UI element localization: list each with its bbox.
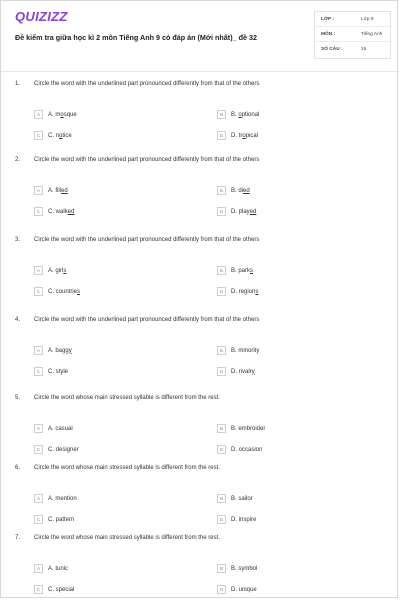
option-text: [231, 188, 250, 194]
option-text-prefix: B. di: [231, 187, 244, 194]
option-text: [48, 447, 79, 453]
answer-option-c[interactable]: [34, 131, 184, 141]
option-underlined-part: y: [68, 347, 72, 354]
option-text: [231, 209, 256, 215]
option-letter-badge: C: [34, 515, 43, 524]
option-letter-badge: A: [34, 346, 43, 355]
answer-option-c[interactable]: [34, 515, 184, 525]
option-letter-badge: C: [34, 207, 43, 216]
option-letter-badge: D: [217, 131, 226, 140]
option-text-prefix: B. embroider: [231, 425, 266, 432]
meta-info-box: [314, 11, 391, 59]
option-underlined-part: ed: [243, 187, 250, 194]
answer-option-c[interactable]: [34, 367, 184, 377]
question-text: Circle the word with the underlined part pronounced differently from that of the others: [34, 237, 260, 243]
option-underlined-part: s: [63, 267, 67, 274]
question-text: Circle the word whose main stressed syllable is different from the rest.: [34, 535, 220, 541]
answer-option-a[interactable]: [34, 186, 184, 196]
meta-row-subject: [315, 27, 392, 42]
option-letter-badge: B: [217, 110, 226, 119]
question-number: 4.: [15, 317, 21, 323]
option-text-suffix: ptional: [241, 111, 260, 118]
option-letter-badge: B: [217, 266, 226, 275]
option-text-prefix: C. designer: [48, 446, 79, 453]
option-letter-badge: C: [34, 367, 43, 376]
answer-option-d[interactable]: [217, 515, 367, 525]
option-text-prefix: D. rivalr: [231, 368, 252, 375]
answer-option-a[interactable]: [34, 110, 184, 120]
option-text: [48, 289, 80, 295]
question-number: 2.: [15, 157, 21, 163]
answer-option-c[interactable]: [34, 445, 184, 455]
answer-option-d[interactable]: [217, 131, 367, 141]
answer-option-a[interactable]: [34, 346, 184, 356]
option-text: [231, 426, 265, 432]
option-text-prefix: B. minority: [231, 347, 260, 354]
option-text-suffix: sque: [63, 111, 77, 118]
option-text-prefix: C. walk: [48, 208, 68, 215]
question-number: 5.: [15, 395, 21, 401]
option-underlined-part: s: [255, 288, 259, 295]
question-text: Circle the word with the underlined part pronounced differently from that of the others: [34, 157, 260, 163]
meta-label: SỐ CÂU :: [321, 47, 343, 52]
quizizz-logo: QUIZIZZ: [15, 9, 68, 24]
option-text: [48, 133, 72, 139]
option-letter-badge: B: [217, 564, 226, 573]
option-text: [231, 348, 259, 354]
option-underlined-part: s: [77, 288, 81, 295]
option-text: [48, 587, 74, 593]
question-text: Circle the word whose main stressed syllable is different from the rest.: [34, 395, 220, 401]
option-letter-badge: D: [217, 287, 226, 296]
answer-option-d[interactable]: [217, 287, 367, 297]
option-text-suffix: pical: [245, 132, 259, 139]
answer-option-b[interactable]: [217, 110, 367, 120]
option-letter-badge: A: [34, 494, 43, 503]
question-text: Circle the word with the underlined part pronounced differently from that of the others: [34, 317, 260, 323]
meta-row-class: [315, 12, 392, 27]
option-text: [231, 133, 258, 139]
question-number: 3.: [15, 237, 21, 243]
option-letter-badge: A: [34, 564, 43, 573]
option-letter-badge: B: [217, 494, 226, 503]
option-text: [231, 517, 256, 523]
option-letter-badge: A: [34, 266, 43, 275]
option-text-prefix: C. n: [48, 132, 60, 139]
worksheet-header: [1, 1, 399, 71]
option-letter-badge: C: [34, 445, 43, 454]
option-text-prefix: A. m: [48, 111, 61, 118]
option-letter-badge: D: [217, 585, 226, 594]
answer-option-b[interactable]: [217, 186, 367, 196]
answer-option-d[interactable]: [217, 367, 367, 377]
meta-value: 16: [361, 47, 367, 52]
option-text: [231, 369, 255, 375]
option-letter-badge: D: [217, 515, 226, 524]
option-text-prefix: A. tunic: [48, 565, 69, 572]
option-underlined-part: ed: [67, 208, 75, 215]
option-text-suffix: tice: [62, 132, 72, 139]
option-text-prefix: C. special: [48, 586, 75, 593]
option-text: [231, 566, 257, 572]
question-number: 7.: [15, 535, 21, 541]
option-text: [48, 209, 74, 215]
option-text: [48, 112, 77, 118]
option-text-prefix: D. region: [231, 288, 256, 295]
option-underlined-part: s: [250, 267, 254, 274]
answer-option-a[interactable]: [34, 424, 184, 434]
option-underlined-part: o: [238, 111, 242, 118]
meta-row-question-count: [315, 42, 392, 57]
question-text: Circle the word with the underlined part pronounced differently from that of the others: [34, 81, 260, 87]
option-text-prefix: D. occasion: [231, 446, 263, 453]
answer-option-b[interactable]: [217, 494, 367, 504]
option-letter-badge: C: [34, 287, 43, 296]
option-text: [48, 426, 73, 432]
option-underlined-part: o: [60, 111, 64, 118]
option-text-prefix: B.: [231, 111, 239, 118]
option-text: [48, 268, 66, 274]
option-letter-badge: D: [217, 207, 226, 216]
option-text-prefix: D. tr: [231, 132, 243, 139]
answer-option-d[interactable]: [217, 207, 367, 217]
option-text: [231, 268, 253, 274]
option-underlined-part: ed: [61, 187, 68, 194]
option-letter-badge: A: [34, 110, 43, 119]
option-text-prefix: B. sailor: [231, 495, 253, 502]
answer-option-d[interactable]: [217, 445, 367, 455]
option-text: [48, 188, 68, 194]
option-text-prefix: C. pattern: [48, 516, 75, 523]
option-letter-badge: A: [34, 186, 43, 195]
option-text: [48, 369, 68, 375]
option-text-prefix: C. style: [48, 368, 69, 375]
option-letter-badge: B: [217, 424, 226, 433]
answer-option-b[interactable]: [217, 564, 367, 574]
option-underlined-part: y: [251, 368, 255, 375]
option-text-prefix: A. mention: [48, 495, 77, 502]
option-letter-badge: B: [217, 186, 226, 195]
option-text: [48, 496, 77, 502]
option-text-prefix: A. bagg: [48, 347, 69, 354]
option-text-prefix: D. unique: [231, 586, 257, 593]
option-letter-badge: B: [217, 346, 226, 355]
option-text-prefix: A. girl: [48, 267, 64, 274]
question-number: 6.: [15, 465, 21, 471]
answer-option-a[interactable]: [34, 266, 184, 276]
meta-label: MÔN :: [321, 32, 336, 37]
option-underlined-part: o: [59, 132, 63, 139]
answer-option-b[interactable]: [217, 424, 367, 434]
header-divider: [1, 71, 399, 72]
option-text-prefix: D. play: [231, 208, 250, 215]
option-letter-badge: C: [34, 131, 43, 140]
option-text-prefix: B. symbol: [231, 565, 258, 572]
question-text: Circle the word whose main stressed syllable is different from the rest.: [34, 465, 220, 471]
option-text-prefix: A. casual: [48, 425, 73, 432]
meta-value: Tiếng Anh: [361, 32, 383, 37]
answer-option-b[interactable]: [217, 266, 367, 276]
option-text-prefix: B. park: [231, 267, 251, 274]
option-text: [48, 348, 72, 354]
answer-option-a[interactable]: [34, 494, 184, 504]
option-text-prefix: D. inspire: [231, 516, 257, 523]
answer-option-b[interactable]: [217, 346, 367, 356]
worksheet-title: Đề kiểm tra giữa học kì 2 môn Tiếng Anh 9 có đáp án (Mới nhất)_ đề 32: [15, 33, 257, 42]
question-number: 1.: [15, 81, 21, 87]
option-underlined-part: o: [242, 132, 246, 139]
option-text: [48, 517, 74, 523]
answer-option-c[interactable]: [34, 287, 184, 297]
option-text: [231, 587, 257, 593]
option-text-prefix: A. fill: [48, 187, 62, 194]
option-letter-badge: A: [34, 424, 43, 433]
meta-label: LỚP :: [321, 17, 335, 22]
option-text: [231, 112, 259, 118]
option-text: [48, 566, 68, 572]
answer-option-c[interactable]: [34, 585, 184, 595]
option-letter-badge: D: [217, 367, 226, 376]
option-underlined-part: ed: [249, 208, 257, 215]
meta-value: Lớp 9: [361, 17, 374, 22]
answer-option-a[interactable]: [34, 564, 184, 574]
option-text: [231, 447, 262, 453]
option-text: [231, 496, 253, 502]
option-letter-badge: C: [34, 585, 43, 594]
option-text-prefix: C. countrie: [48, 288, 78, 295]
option-letter-badge: D: [217, 445, 226, 454]
answer-option-c[interactable]: [34, 207, 184, 217]
option-text: [231, 289, 258, 295]
answer-option-d[interactable]: [217, 585, 367, 595]
